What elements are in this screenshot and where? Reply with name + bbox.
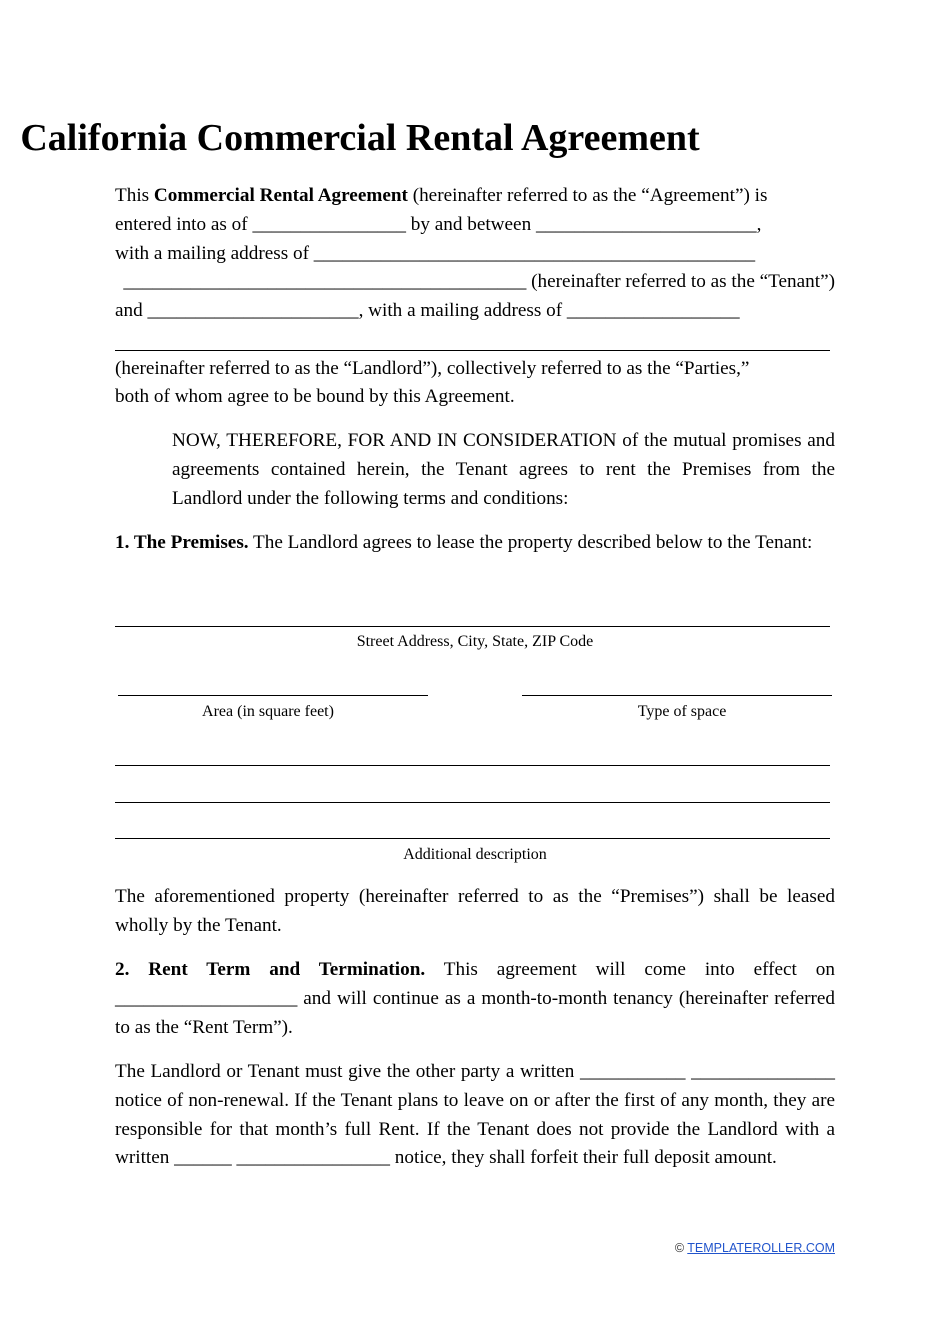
description-blank-3[interactable]	[115, 838, 830, 839]
intro-line-1	[115, 182, 835, 211]
description-caption: Additional description	[403, 846, 547, 863]
area-blank[interactable]	[118, 695, 428, 696]
intro-text: This	[115, 185, 154, 206]
landlord-address-blank[interactable]	[115, 350, 830, 351]
description-blank-2[interactable]	[115, 802, 830, 803]
space-type-blank[interactable]	[522, 695, 832, 696]
intro-line-7: (hereinafter referred to as the “Landlord”), collectively referred to as the “Parties,”	[115, 358, 750, 379]
intro-line-8: both of whom agree to be bound by this Agreement.	[115, 386, 515, 407]
intro-line-3: with a mailing address of ______________________________________________	[115, 243, 756, 264]
document-title: California Commercial Rental Agreement	[20, 117, 700, 159]
agreement-name: Commercial Rental Agreement	[153, 185, 408, 206]
copyright-symbol: ©	[674, 1241, 688, 1255]
intro-text: (hereinafter referred to as the “Agreement”) is	[407, 185, 768, 206]
space-type-caption: Type of space	[637, 703, 727, 720]
intro-line-2: entered into as of ________________ by and between _______________________,	[115, 214, 762, 235]
intro-line-4: __________________________________________ (hereinafter referred to as the “Tenant”)	[123, 271, 835, 292]
notice-paragraph: The Landlord or Tenant must give the other party a written ___________ _______________ notice of non-renewal. If the Tenant plans to leave on or after the first of any month, they are responsible for that month’s full Rent. If the Tenant does not provide the Landlord with a written ______ ________________ notice, they shall forfeit their full deposit amount.	[115, 1061, 835, 1169]
section-2-text: This agreement will come into effect on ___________________ and will continue as a month-to-month tenancy (hereinafter referred to as the “Rent Term”).	[115, 959, 835, 1038]
address-caption: Street Address, City, State, ZIP Code	[356, 633, 594, 650]
templateroller-link[interactable]: TEMPLATEROLLER.COM	[687, 1241, 835, 1255]
section-2-paragraph	[115, 956, 835, 1042]
address-blank[interactable]	[115, 626, 830, 627]
section-1-text: The Landlord agrees to lease the property described below to the Tenant:	[248, 532, 813, 553]
intro-line-5: and ______________________, with a mailing address of __________________	[115, 300, 740, 321]
section-2-heading: 2. Rent Term and Termination.	[115, 959, 426, 980]
description-blank-1[interactable]	[115, 765, 830, 766]
footer	[675, 1241, 835, 1255]
section-1-paragraph	[115, 529, 835, 558]
premises-paragraph: The aforementioned property (hereinafter referred to as the “Premises”) shall be leased wholly by the Tenant.	[115, 886, 835, 936]
consideration-paragraph: NOW, THEREFORE, FOR AND IN CONSIDERATION of the mutual promises and agreements contained herein, the Tenant agrees to rent the Premises from the Landlord under the following terms and conditions:	[172, 430, 835, 509]
section-1-heading: 1. The Premises.	[115, 532, 249, 553]
area-caption: Area (in square feet)	[202, 703, 334, 720]
